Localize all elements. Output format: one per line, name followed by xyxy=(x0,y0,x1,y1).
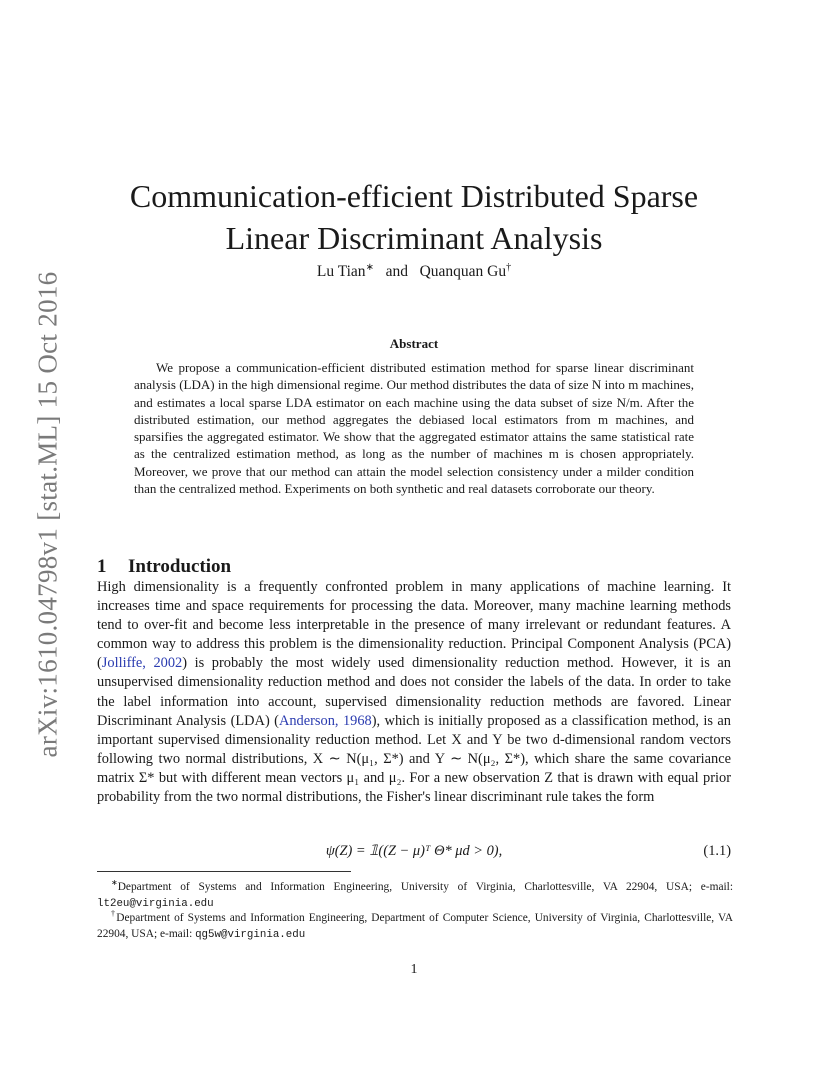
footnote xyxy=(97,906,733,943)
abstract-text: We propose a communication-efficient distributed estimation method for sparse linear discriminant analysis (LDA) in the high dimensional regime. Our method distributes the data of size N into m machines, and estimates a local sparse LDA estimator on each machine using the data subset of size N/m. After the distributed estimation, our method aggregates the debiased local estimators from m machines, and sparsifies the aggregated estimator. We show that the aggregated estimator attains the same statistical rate as the centralized estimation method, as long as the number of machines m is chosen appropriately. Moreover, we prove that our method can attain the model selection consistency under a milder condition than the centralized method. Experiments on both synthetic and real datasets corroborate our theory. xyxy=(134,360,694,497)
footnote-marker[interactable]: ∗ xyxy=(365,262,374,273)
title-line-2: Linear Discriminant Analysis xyxy=(225,220,603,257)
footnote-marker: ∗ xyxy=(111,878,118,887)
citation-link[interactable]: Anderson, 1968 xyxy=(278,712,372,729)
citation-link[interactable]: Jolliffe, 2002 xyxy=(101,655,183,672)
author-name: Quanquan Gu xyxy=(419,263,507,281)
footnote-text: Department of Systems and Information Engineering, University of Virginia, Charlottesville, VA 22904, USA; e-mail: xyxy=(117,880,733,893)
equation xyxy=(97,843,731,863)
intro-text: ), which is initially proposed as a classification method, is an important supervised dimensionality reduction method. Let X and Y be two d-dimensional random vectors following two normal distributions, X ∼ N(μ₁, Σ*) and Y ∼ N(μ₂, Σ*), which share the same covariance matrix Σ* but with different mean vectors μ₁ and μ₂. For a new observation Z that is drawn with equal prior probability from the two normal distributions, the Fisher's linear discriminant rule takes the form xyxy=(97,712,731,806)
footnote-marker[interactable]: † xyxy=(506,262,512,273)
intro-text: ) is probably the most widely used dimensionality reduction method. However, it is an unsupervised dimensionality reduction method and does not consider the labels of the data. In order to take the label information into account, supervised dimensionality reduction methods are favored. Linear Discriminant Analysis (LDA) ( xyxy=(97,655,732,729)
author-list xyxy=(100,262,728,281)
email-address[interactable]: lt2eu@virginia.edu xyxy=(97,897,214,910)
abstract-heading: Abstract xyxy=(389,336,439,351)
section-title: Introduction xyxy=(128,555,232,577)
equation-body: ψ(Z) = 𝟙((Z − μ)ᵀ Θ* μd > 0), xyxy=(325,843,503,859)
paper-title xyxy=(100,175,728,259)
email-address[interactable]: qg5w@virginia.edu xyxy=(195,928,306,941)
section-number: 1 xyxy=(97,555,107,577)
intro-paragraph xyxy=(97,578,731,807)
arxiv-identifier xyxy=(28,271,68,757)
equation-number: (1.1) xyxy=(703,843,731,859)
author-conjunction: and xyxy=(385,263,408,281)
footnote-marker: † xyxy=(111,909,117,918)
page-number: 1 xyxy=(410,962,418,977)
title-line-1: Communication-efficient Distributed Sparse xyxy=(129,178,699,215)
intro-text: High dimensionality is a frequently confronted problem in many applications of machine learning. It increases time and space requirements for processing the data. Moreover, many machine learning methods tend to over-fit and become less interpretable in the presence of many irrelevant or redundant features. A common way to address this problem is the dimensionality reduction. Principal Component Analysis (PCA) ( xyxy=(97,579,731,672)
section-heading xyxy=(97,556,231,578)
footnote-text: Department of Systems and Information Engineering, Department of Computer Science, University of Virginia, Charlottesville, VA 22904, USA; e-mail: xyxy=(97,911,733,940)
arxiv-identifier-text: arXiv:1610.04798v1 [stat.ML] 15 Oct 2016 xyxy=(32,271,63,757)
footnote-rule xyxy=(97,871,351,872)
author-name: Lu Tian xyxy=(316,263,366,281)
